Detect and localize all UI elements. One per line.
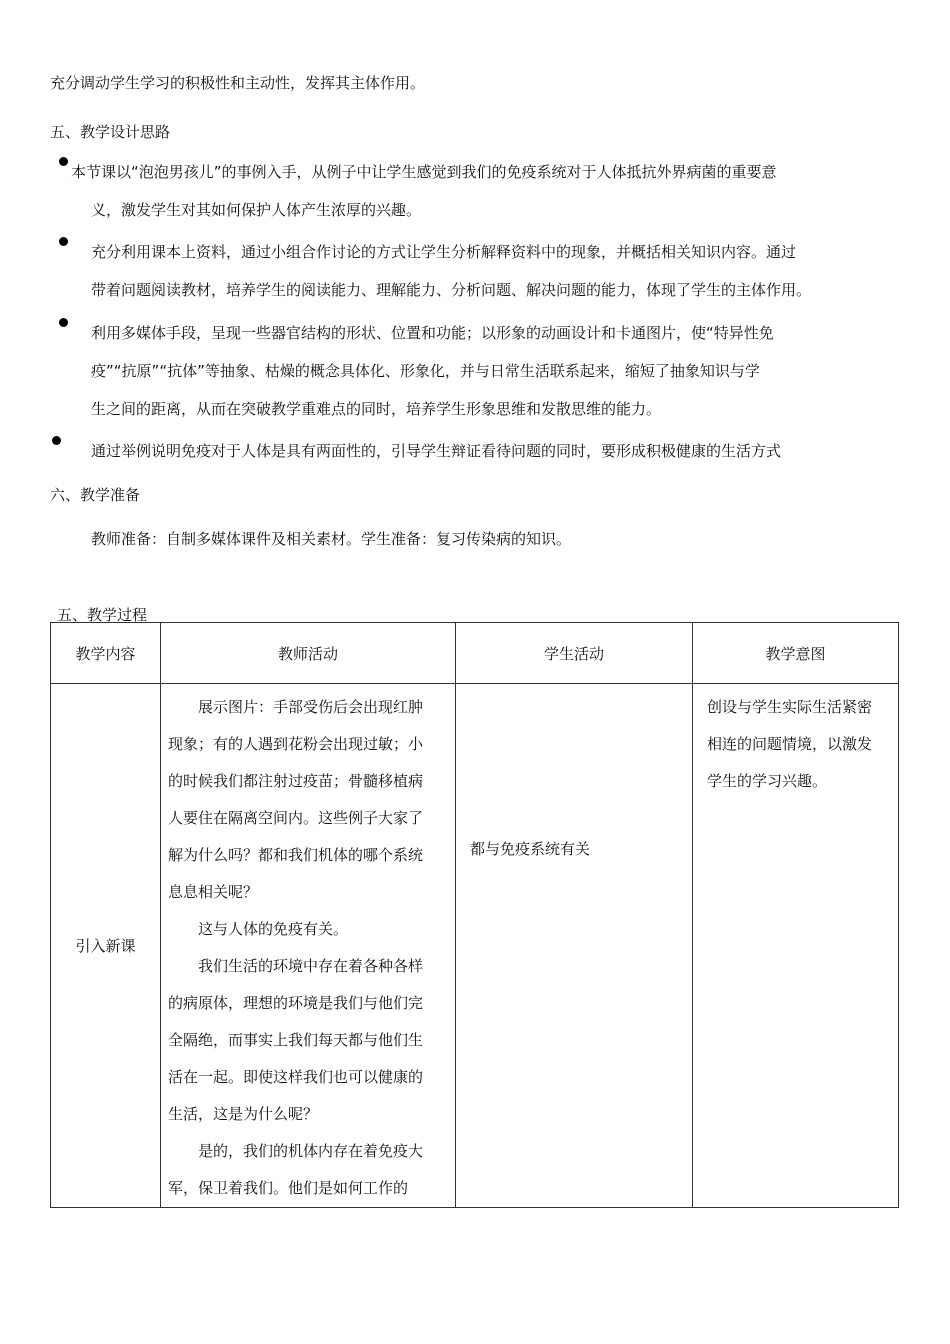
bullet-icon [59,318,68,327]
teacher-line: 息息相关呢？ [168,883,259,901]
teacher-line: 生活，这是为什么呢？ [168,1105,319,1123]
table-header-row [51,623,899,684]
teacher-line: 解为什么吗？都和我们机体的哪个系统 [168,846,424,864]
cell-student-activity [456,684,693,1208]
teacher-line: 全隔绝，而事实上我们每天都与他们生 [168,1031,424,1049]
header-content: 教学内容 [51,623,161,684]
bullet-2-line-2: 带着问题阅读教材，培养学生的阅读能力、理解能力、分析问题、解决问题的能力，体现了学生的主体作用。 [91,281,812,299]
teacher-line: 展示图片：手部受伤后会出现红肿 [168,698,424,716]
bullet-icon [59,237,68,246]
section-heading-design: 五、教学设计思路 [50,123,171,141]
bullet-icon [52,436,61,445]
bullet-3-line-2: 疫”“抗原”“抗体”等抽象、枯燥的概念具体化、形象化，并与日常生活联系起来，缩短了抽象知识与学 [91,362,760,380]
header-teacher-activity: 教师活动 [161,623,456,684]
header-student-activity: 学生活动 [456,623,693,684]
teacher-line: 的时候我们都注射过疫苗；骨髓移植病 [168,772,424,790]
teacher-line: 我们生活的环境中存在着各种各样 [168,957,424,975]
intent-line: 创设与学生实际生活紧密 [707,698,873,716]
teacher-line: 活在一起。即使这样我们也可以健康的 [168,1068,424,1086]
preparation-text: 教师准备：自制多媒体课件及相关素材。学生准备：复习传染病的知识。 [91,530,572,548]
intent-line: 学生的学习兴趣。 [707,772,828,790]
section-heading-preparation: 六、教学准备 [50,486,141,504]
bullet-2-line-1: 充分利用课本上资料，通过小组合作讨论的方式让学生分析解释资料中的现象，并概括相关知识内容。通过 [91,243,797,261]
bullet-3-line-1: 利用多媒体手段，呈现一些器官结构的形状、位置和功能；以形象的动画设计和卡通图片，使“特异性免 [91,324,774,342]
process-table [50,622,899,1208]
intro-line: 充分调动学生学习的积极性和主动性，发挥其主体作用。 [50,74,426,92]
bullet-1-line-2: 义，激发学生对其如何保护人体产生浓厚的兴趣。 [91,201,422,219]
teacher-line: 是的，我们的机体内存在着免疫大 [168,1142,424,1160]
cell-teacher-activity [161,684,456,1208]
content-label: 引入新课 [75,937,136,955]
teacher-line: 人要住在隔离空间内。这些例子大家了 [168,809,424,827]
teacher-line: 军，保卫着我们。他们是如何工作的 [168,1179,409,1197]
teacher-line: 的病原体，理想的环境是我们与他们完 [168,994,424,1012]
teacher-line: 这与人体的免疫有关。 [168,920,349,938]
bullet-3-line-3: 生之间的距离，从而在突破教学重难点的同时，培养学生形象思维和发散思维的能力。 [91,400,662,418]
header-intent: 教学意图 [693,623,899,684]
bullet-1-line-1: 本节课以“泡泡男孩儿”的事例入手，从例子中让学生感觉到我们的免疫系统对于人体抵抗外界病菌的重要意 [71,163,777,181]
section-heading-process: 五、教学过程 [57,606,148,624]
cell-content [51,684,161,1208]
intent-line: 相连的问题情境，以激发 [707,735,873,753]
cell-intent [693,684,899,1208]
teacher-line: 现象；有的人遇到花粉会出现过敏；小 [168,735,424,753]
bullet-4-line-1: 通过举例说明免疫对于人体是具有两面性的，引导学生辩证看待问题的同时，要形成积极健康的生活方式 [91,442,782,460]
bullet-icon [59,157,68,166]
student-activity-text: 都与免疫系统有关 [470,840,591,858]
table-row [51,684,899,1208]
